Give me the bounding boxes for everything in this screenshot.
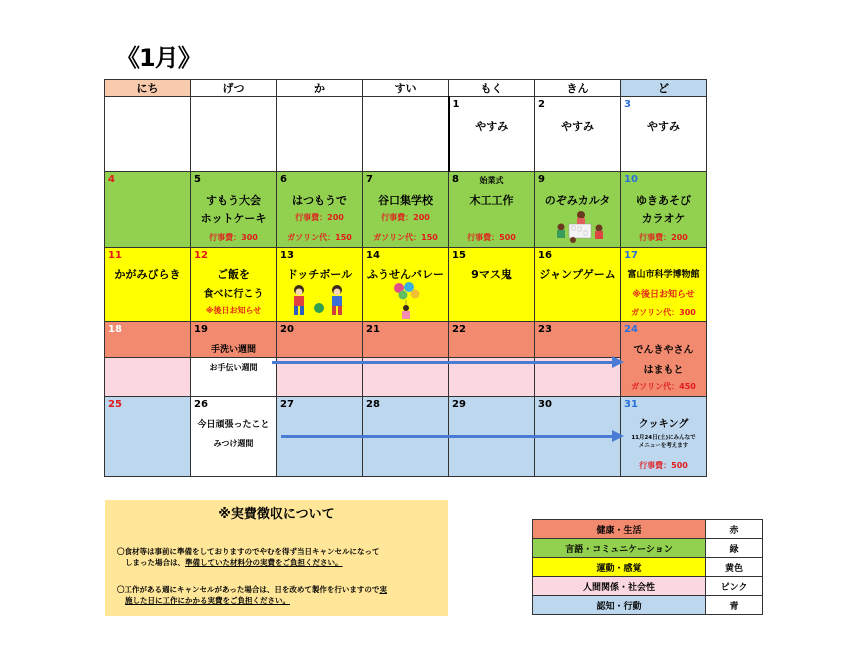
- legend-label: 認知・行動: [533, 596, 706, 615]
- legend-color: 緑: [706, 539, 763, 558]
- event-label: すもう大会: [206, 194, 261, 207]
- day-cell-10: [621, 172, 707, 248]
- weekday-fri: きん: [535, 80, 621, 97]
- day-number: 20: [280, 324, 294, 335]
- event-fee: 行事費：500: [467, 233, 516, 242]
- day-cell-24: [621, 322, 707, 397]
- notice-underlined: 施した日に工作にかかる実費をご負担ください。: [125, 596, 290, 605]
- notice-title: ※実費徴収について: [218, 507, 335, 522]
- week4-pink-cell: [191, 358, 277, 397]
- gas-fee: ガソリン代：300: [631, 308, 696, 317]
- dodgeball-illustration: [289, 284, 353, 318]
- day-number: 8: [452, 174, 459, 185]
- legend-row: [533, 539, 763, 558]
- event-note: 11月24日(土)にみんなで: [631, 435, 696, 441]
- day-number: 9: [538, 174, 545, 185]
- month-title: 《1月》: [116, 44, 201, 72]
- event-label: ジャンプゲーム: [539, 268, 616, 281]
- event-fee: 行事費：200: [381, 213, 430, 222]
- day-cell-22: [449, 322, 535, 358]
- day-cell-3: [621, 97, 707, 172]
- day-cell-21: [363, 322, 449, 358]
- empty-day-cell: [191, 97, 277, 172]
- day-cell-31: [621, 397, 707, 477]
- notice-paragraph-2: [117, 584, 440, 606]
- notice-line: [117, 584, 440, 595]
- legend-row: [533, 520, 763, 539]
- empty-day-cell: [363, 97, 449, 172]
- day-cell-7: [363, 172, 449, 248]
- day-number: 1: [452, 99, 460, 110]
- calendar-grid: [104, 79, 707, 477]
- day-cell-12: [191, 248, 277, 322]
- day-cell-20: [277, 322, 363, 358]
- day-number: 29: [452, 399, 466, 410]
- legend-color: 青: [706, 596, 763, 615]
- notice-line: 〇食材等は事前に準備をしておりますのでやむを得ず当日キャンセルになって: [117, 547, 380, 556]
- event-label: カラオケ: [641, 212, 686, 225]
- day-cell-14: [363, 248, 449, 322]
- legend-color: 赤: [706, 520, 763, 539]
- event-fee: 行事費：200: [639, 233, 688, 242]
- day-cell-2: [535, 97, 621, 172]
- holiday-label: やすみ: [561, 120, 594, 133]
- empty-day-cell: [105, 97, 191, 172]
- event-label: はまもと: [643, 365, 684, 376]
- day-number: 4: [108, 174, 115, 185]
- day-cell-19: [191, 322, 277, 358]
- day-cell-11: [105, 248, 191, 322]
- event-label: でんきやさん: [633, 345, 694, 356]
- weekday-sat: ど: [621, 80, 707, 97]
- event-label: ドッチボール: [286, 268, 353, 281]
- event-label: みつけ週間: [213, 439, 254, 448]
- event-fee: 行事費：200: [295, 213, 344, 222]
- event-label: 富山市科学博物館: [627, 270, 700, 280]
- day-number: 6: [280, 174, 287, 185]
- weekday-sun: にち: [105, 80, 191, 97]
- event-label: 手洗い週間: [210, 345, 256, 355]
- weekday-header-row: [105, 80, 707, 97]
- event-label: クッキング: [638, 419, 689, 430]
- event-label: お手伝い週間: [209, 363, 258, 372]
- event-label: かがみびらき: [114, 268, 181, 281]
- holiday-label: やすみ: [475, 120, 509, 133]
- day-cell-15: [449, 248, 535, 322]
- day-cell-26: [191, 397, 277, 477]
- day-number: 22: [452, 324, 466, 335]
- event-label: 今日頑張ったこと: [197, 420, 270, 430]
- day-cell-25: [105, 397, 191, 477]
- event-note: メニューを考えます: [638, 443, 689, 449]
- gas-fee: ガソリン代：450: [631, 382, 696, 391]
- karuta-illustration: [549, 210, 609, 244]
- day-cell-18: [105, 322, 191, 358]
- balloon-illustration: [391, 282, 421, 320]
- day-cell-16: [535, 248, 621, 322]
- fee-notice-box: [105, 500, 448, 616]
- day-number: 24: [624, 324, 638, 335]
- day-cell-6: [277, 172, 363, 248]
- event-label: のぞみカルタ: [544, 194, 611, 207]
- day-number: 17: [624, 250, 638, 261]
- day-number: 15: [452, 250, 466, 261]
- event-fee: 行事費：500: [639, 461, 688, 470]
- holiday-label: やすみ: [647, 120, 680, 133]
- day-cell-13: [277, 248, 363, 322]
- day-cell-4: [105, 172, 191, 248]
- day-number: 21: [366, 324, 380, 335]
- day-number: 18: [108, 324, 122, 335]
- day-cell-9: [535, 172, 621, 248]
- day-number: 25: [108, 399, 122, 410]
- legend-label: 人間関係・社会性: [533, 577, 706, 596]
- day-number: 12: [194, 250, 208, 261]
- day-number: 2: [538, 99, 545, 110]
- event-label: ゆきあそび: [636, 194, 691, 207]
- day-cell-1: [449, 97, 535, 172]
- notice-underlined: 準備していた材料分の実費をご負担ください。: [185, 558, 343, 567]
- day-number: 30: [538, 399, 552, 410]
- notice-text: しまった場合は、: [125, 558, 185, 567]
- event-label: はつもうで: [292, 194, 347, 207]
- week-row-1: [105, 97, 707, 172]
- event-label: ふうせんバレー: [367, 268, 444, 281]
- notice-text: 〇工作がある週にキャンセルがあった場合は、日を改めて製作を行いますので: [117, 585, 380, 594]
- week-row-3: [105, 248, 707, 322]
- day-number: 13: [280, 250, 294, 261]
- day-number: 19: [194, 324, 208, 335]
- legend-row: [533, 558, 763, 577]
- event-label: 谷口集学校: [378, 194, 433, 207]
- week4-pink-cell: [105, 358, 191, 397]
- legend-label: 運動・感覚: [533, 558, 706, 577]
- weekday-mon: げつ: [191, 80, 277, 97]
- event-label: ご飯を: [217, 268, 250, 281]
- day-number: 16: [538, 250, 552, 261]
- day-cell-5: [191, 172, 277, 248]
- empty-day-cell: [277, 97, 363, 172]
- color-legend: [532, 519, 763, 615]
- event-fee: 行事費：300: [209, 233, 258, 242]
- event-prefix: 始業式: [479, 176, 504, 185]
- weekday-wed: すい: [363, 80, 449, 97]
- event-label: 9マス鬼: [471, 268, 512, 281]
- week-row-4-top: [105, 322, 707, 358]
- week-arrow-19-24: [272, 361, 614, 364]
- week-row-2: [105, 172, 707, 248]
- day-number: 7: [366, 174, 373, 185]
- day-number: 31: [624, 399, 638, 410]
- notice-paragraph-1: [117, 546, 440, 568]
- legend-label: 言語・コミュニケーション: [533, 539, 706, 558]
- week-arrow-26-31: [281, 435, 614, 438]
- event-label: 木工工作: [469, 194, 514, 207]
- day-number: 3: [624, 99, 631, 110]
- legend-row: [533, 596, 763, 615]
- legend-row: [533, 577, 763, 596]
- event-label: 食べに行こう: [203, 289, 264, 300]
- gas-fee: ガソリン代：150: [287, 233, 352, 242]
- day-number: 28: [366, 399, 380, 410]
- weekday-thu: もく: [449, 80, 535, 97]
- legend-color: ピンク: [706, 577, 763, 596]
- notice-underlined: 実: [379, 585, 387, 594]
- day-number: 5: [194, 174, 201, 185]
- day-cell-17: [621, 248, 707, 322]
- day-number: 27: [280, 399, 294, 410]
- event-label: ホットケーキ: [200, 212, 267, 225]
- event-note: ※後日お知らせ: [632, 290, 695, 300]
- day-number: 14: [366, 250, 380, 261]
- event-note: ※後日お知らせ: [205, 306, 262, 315]
- day-cell-23: [535, 322, 621, 358]
- legend-color: 黄色: [706, 558, 763, 577]
- notice-line: [117, 557, 440, 568]
- day-number: 11: [108, 250, 122, 261]
- day-cell-8: [449, 172, 535, 248]
- day-number: 26: [194, 399, 208, 410]
- day-number: 10: [624, 174, 638, 185]
- legend-label: 健康・生活: [533, 520, 706, 539]
- weekday-tue: か: [277, 80, 363, 97]
- day-number: 23: [538, 324, 552, 335]
- gas-fee: ガソリン代：150: [373, 233, 438, 242]
